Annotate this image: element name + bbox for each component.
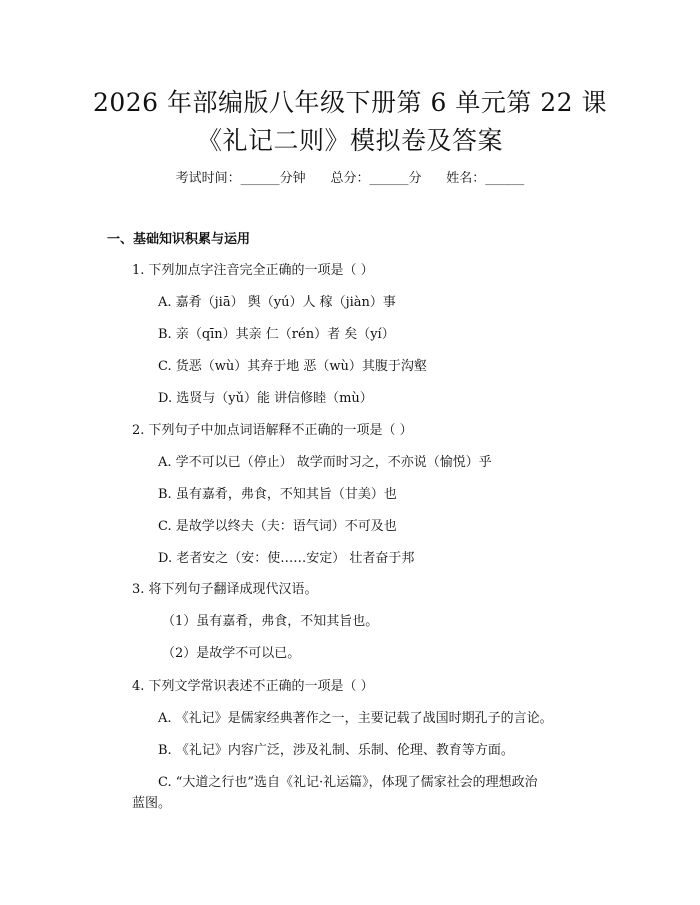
section-heading: 一、基础知识积累与运用 xyxy=(107,232,251,247)
exam-title-line-1: 2026 年部编版八年级下册第 6 单元第 22 课 xyxy=(92,88,608,117)
translation-item: （2）是故学不可以已。 xyxy=(162,646,301,661)
question-stem: 2. 下列句子中加点词语解释不正确的一项是（ ） xyxy=(132,423,413,438)
question-option: C. “大道之行也”选自《礼记·礼运篇》，体现了儒家社会的理想政治 xyxy=(158,775,538,790)
question-option: B. 虽有嘉肴，弗食，不知其旨（甘美）也 xyxy=(158,487,397,502)
exam-title-line-2: 《礼记二则》模拟卷及答案 xyxy=(196,126,503,155)
question-option: D. 老者安之（安：使……安定） 壮者奋于邦 xyxy=(158,551,415,566)
question-option: B. 亲（qīn）其亲 仁（rén）者 矣（yí） xyxy=(158,327,395,342)
question-stem: 4. 下列文学常识表述不正确的一项是（ ） xyxy=(132,679,374,694)
exam-meta-row xyxy=(0,170,700,188)
question-option: C. 是故学以终夫（夫：语气词）不可及也 xyxy=(158,519,397,534)
question-option-continuation: 蓝图。 xyxy=(132,796,172,811)
question-option: B. 《礼记》内容广泛，涉及礼制、乐制、伦理、教育等方面。 xyxy=(158,743,514,758)
question-option: A. 《礼记》是儒家经典著作之一，主要记载了战国时期孔子的言论。 xyxy=(158,711,553,726)
exam-time-field: 考试时间：______分钟 xyxy=(175,171,306,186)
question-option: A. 学不可以已（停止） 故学而时习之，不亦说（愉悦）乎 xyxy=(158,455,492,470)
question-option: C. 货恶（wù）其弃于地 恶（wù）其腹于沟壑 xyxy=(158,359,427,374)
question-stem: 1. 下列加点字注音完全正确的一项是（ ） xyxy=(132,263,374,278)
question-option: A. 嘉肴（jiā） 舆（yú）人 稼（jiàn）事 xyxy=(158,295,396,310)
name-field: 姓名：______ xyxy=(446,171,525,186)
question-option: D. 选贤与（yǔ）能 讲信修睦（mù） xyxy=(158,391,373,406)
question-stem: 3. 将下列句子翻译成现代汉语。 xyxy=(132,582,318,597)
total-score-field: 总分：______分 xyxy=(330,171,422,186)
translation-item: （1）虽有嘉肴，弗食，不知其旨也。 xyxy=(162,614,379,629)
